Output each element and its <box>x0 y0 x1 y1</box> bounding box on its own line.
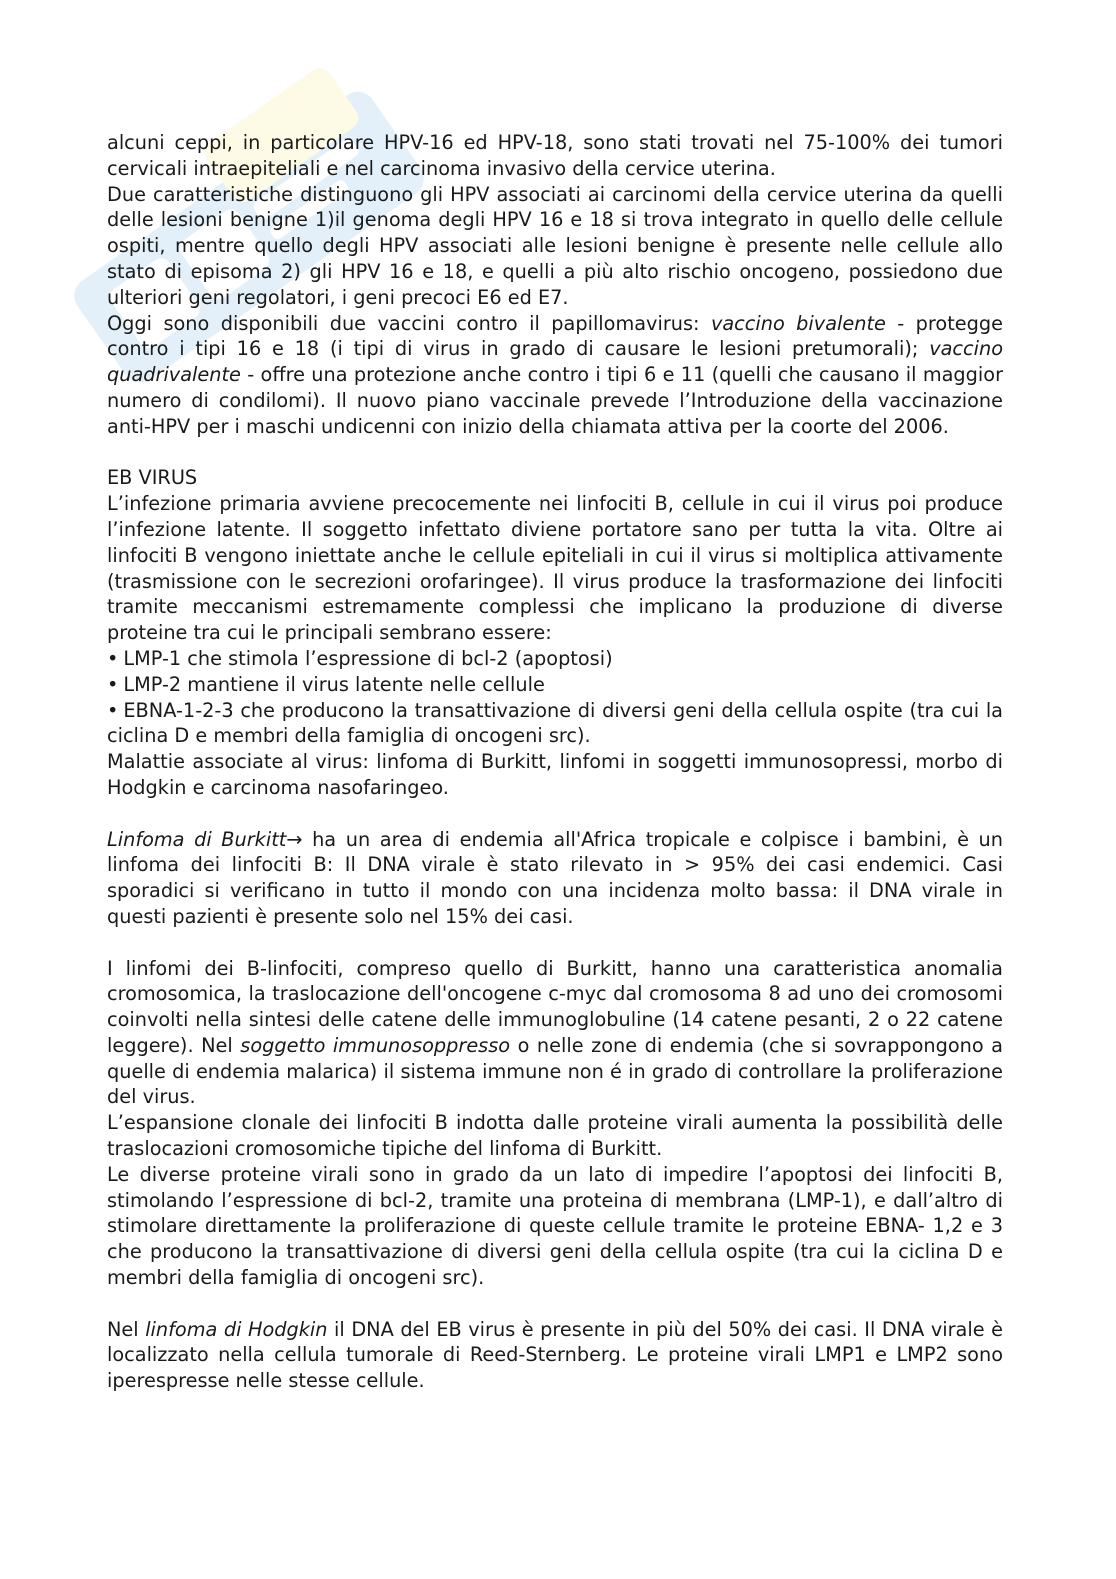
burkitt-paragraph-4: Le diverse proteine virali sono in grado da un lato di impedire l’apoptosi dei linfociti B, stimolando l’espressione di bcl-2, tramite una proteina di membrana (LMP-1), e dall’altro di stimolare direttamente la proliferazione di queste cellule tramite le proteine EBNA- 1,2 e 3 che producono la transattivazione di diversi geni della cellula ospite (tra cui la ciclina D e membri della famiglia di oncogeni src). <box>107 1162 1003 1290</box>
burkitt-text-1: ha un area di endemia all'Africa tropicale e colpisce i bambini, è un linfoma dei linfociti B: Il DNA virale è stato rilevato in > 95% dei casi endemici. Casi sporadici si verificano in tutto il mondo con una incidenza molto bassa: il DNA virale in questi pazienti è presente solo nel 15% dei casi. <box>107 827 1003 928</box>
hodgkin-paragraph <box>107 1317 1003 1394</box>
burkitt-paragraph-2 <box>107 956 1003 1111</box>
hpv-vaccines-text-a: Oggi sono disponibili due vaccini contro il papillomavirus: <box>107 311 711 335</box>
immunosoppresso-term: soggetto immunosoppresso <box>240 1033 511 1057</box>
hpv-vaccines-text-c: - offre una protezione anche contro i tipi 6 e 11 (quelli che causano il maggior numero di condilomi). Il nuovo piano vaccinale prevede l’Introduzione della vaccinazione anti-HPV per i maschi undicenni con inizio della chiamata attiva per la coorte del 2006. <box>107 363 1003 438</box>
ebv-heading: EB VIRUS <box>107 466 198 490</box>
ebv-bullet-1 <box>107 646 1003 672</box>
vaccino-bivalente-term: vaccino bivalente <box>710 311 886 335</box>
spacer <box>107 440 1003 466</box>
ebv-diseases-paragraph: Malattie associate al virus: linfoma di Burkitt, linfomi in soggetti immunosopressi, morbo di Hodgkin e carcinoma nasofaringeo. <box>107 750 1003 799</box>
burkitt-paragraph-3: L’espansione clonale dei linfociti B indotta dalle proteine virali aumenta la possibilità delle traslocazioni cromosomiche tipiche del linfoma di Burkitt. <box>107 1111 1003 1161</box>
hodgkin-text-a: Nel <box>107 1317 146 1341</box>
ebv-bullet-text: LMP-1 che stimola l’espressione di bcl-2 (apoptosi) <box>123 646 613 670</box>
vaccino-quadrivalente-term: vaccino quadrivalente <box>107 337 1003 387</box>
ebv-intro-paragraph: L’infezione primaria avviene precocemente nei linfociti B, cellule in cui il virus poi produce l’infezione latente. Il soggetto infettato diviene portatore sano per tutta la vita. Oltre ai linfociti B vengono iniettate anche le cellule epiteliali in cui il virus si moltiplica attivamente (trasmissione con le secrezioni orofaringee). Il virus produce la trasformazione dei linfociti tramite meccanismi estremamente complessi che implicano la produzione di diverse proteine tra cui le principali sembrano essere: <box>107 492 1003 645</box>
spacer <box>107 1291 1003 1317</box>
document-page <box>107 130 1003 1394</box>
burkitt-paragraph-1 <box>107 827 1003 930</box>
burkitt-term: Linfoma di Burkitt <box>107 827 287 851</box>
hodgkin-text-b: il DNA del EB virus è presente in più del 50% dei casi. Il DNA virale è localizzato nella cellula tumorale di Reed-Sternberg. Le proteine virali LMP1 e LMP2 sono iperespresse nelle stesse cellule. <box>107 1317 1003 1393</box>
hpv-vaccines-paragraph <box>107 311 1003 440</box>
spacer <box>107 930 1003 956</box>
ebv-bullet-text: EBNA-1-2-3 che producono la transattivazione di diversi geni della cellula ospite (tra cui la ciclina D e membri della famiglia di oncogeni src). <box>107 698 1003 748</box>
arrow-icon: → <box>286 827 303 851</box>
bullet-dot: • <box>107 646 119 670</box>
hpv-vaccines-text-b: - protegge contro i tipi 16 e 18 (i tipi di virus in grado di causare le lesioni pretumorali); <box>107 311 1003 361</box>
burkitt-text-2a: I linfomi dei B-linfociti, compreso quello di Burkitt, hanno una caratteristica anomalia cromosomica, la traslocazione dell'oncogene c-myc dal cromosoma 8 ad uno dei cromosomi coinvolti nella sintesi delle catene delle immunoglobuline (14 catene pesanti, 2 o 22 catene leggere). Nel <box>107 956 1003 1057</box>
spacer <box>107 801 1003 827</box>
bullet-dot: • <box>107 698 119 722</box>
hodgkin-term: linfoma di Hodgkin <box>145 1317 328 1341</box>
ebv-bullet-text: LMP-2 mantiene il virus latente nelle cellule <box>123 672 545 696</box>
hpv-paragraph-1: alcuni ceppi, in particolare HPV-16 ed HPV-18, sono stati trovati nel 75-100% dei tumori cervicali intraepiteliali e nel carcinoma invasivo della cervice uterina. <box>107 131 1003 180</box>
ebv-bullet-3 <box>107 698 1003 750</box>
burkitt-text-2b: o nelle zone di endemia (che si sovrappongono a quelle di endemia malarica) il sistema immune non é in grado di controllare la proliferazione del virus. <box>107 1033 1003 1109</box>
hpv-paragraph-2: Due caratteristiche distinguono gli HPV associati ai carcinomi della cervice uterina da quelli delle lesioni benigne 1)il genoma degli HPV 16 e 18 si trova integrato in quello delle cellule ospiti, mentre quello degli HPV associati alle lesioni benigne è presente nelle cellule allo stato di episoma 2) gli HPV 16 e 18, e quelli a più alto rischio oncogeno, possiedono due ulteriori geni regolatori, i geni precoci E6 ed E7. <box>107 182 1003 309</box>
bullet-dot: • <box>107 672 119 696</box>
ebv-bullet-2 <box>107 672 1003 698</box>
